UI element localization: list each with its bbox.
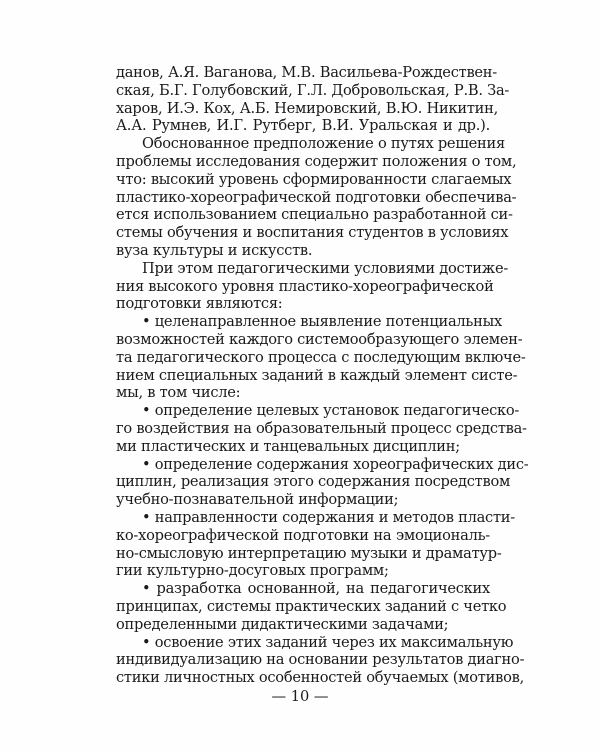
- page-number: — 10 —: [271, 688, 329, 705]
- text-line: нием специальных заданий в каждый элемент систе-: [116, 366, 518, 384]
- text-line: ния высокого уровня пластико-хореографической: [116, 277, 494, 295]
- text-line: харов, И.Э. Кох, А.Б. Немировский, В.Ю. Никитин,: [116, 99, 498, 117]
- text-line: ко-хореографической подготовки на эмоциональ-: [116, 526, 490, 544]
- text-line: гии культурно-досуговых программ;: [116, 562, 389, 580]
- text-line: что: высокий уровень сформированности слагаемых: [116, 170, 512, 188]
- text-line: проблемы исследования содержит положения о том,: [116, 152, 517, 170]
- text-line: принципах, системы практических заданий с четко: [116, 597, 507, 615]
- text-line: • определение содержания хореографических дис-: [142, 455, 529, 473]
- text-line: • разработка основанной, на педагогических: [142, 580, 490, 598]
- text-line: подготовки являются:: [116, 295, 283, 313]
- text-line: Обоснованное предположение о путях решения: [142, 135, 505, 153]
- text-line: ми пластических и танцевальных дисциплин;: [116, 437, 460, 455]
- text-line: возможностей каждого системообразующего элемен-: [116, 330, 523, 348]
- text-line: • освоение этих заданий через их максимальную: [142, 633, 514, 651]
- text-line: • определение целевых установок педагогическо-: [142, 402, 520, 420]
- text-line: вуза культуры и искусств.: [116, 241, 313, 259]
- body-text: [116, 64, 529, 687]
- text-line: стики личностных особенностей обучаемых (мотивов,: [116, 669, 524, 687]
- text-line: пластико-хореографической подготовки обеспечива-: [116, 188, 517, 206]
- text-line: данов, А.Я. Ваганова, М.В. Васильева-Рождествен-: [116, 64, 497, 81]
- text-line: учебно-познавательной информации;: [116, 491, 399, 509]
- text-line: А.А. Румнев, И.Г. Рутберг, В.И. Уральская и др.).: [116, 117, 490, 135]
- text-line: стемы обучения и воспитания студентов в условиях: [116, 224, 509, 242]
- text-line: но-смысловую интерпретацию музыки и драматур-: [116, 544, 502, 562]
- text-line: го воздействия на образовательный процесс средства-: [116, 419, 527, 437]
- text-line: • направленности содержания и методов пласти-: [142, 508, 515, 526]
- text-line: мы, в том числе:: [116, 384, 241, 402]
- text-line: циплин, реализация этого содержания посредством: [116, 473, 511, 491]
- text-line: При этом педагогическими условиями достиже-: [142, 259, 509, 277]
- text-line: индивидуализацию на основании результатов диагно-: [116, 651, 525, 669]
- text-line: ется использованием специально разработанной си-: [116, 206, 513, 224]
- text-line: определенными дидактическими задачами;: [116, 615, 449, 633]
- text-line: • целенаправленное выявление потенциальных: [142, 313, 502, 331]
- text-line: ская, Б.Г. Голубовский, Г.Л. Добровольская, Р.В. За-: [116, 81, 510, 99]
- text-line: та педагогического процесса с последующим включе-: [116, 348, 526, 366]
